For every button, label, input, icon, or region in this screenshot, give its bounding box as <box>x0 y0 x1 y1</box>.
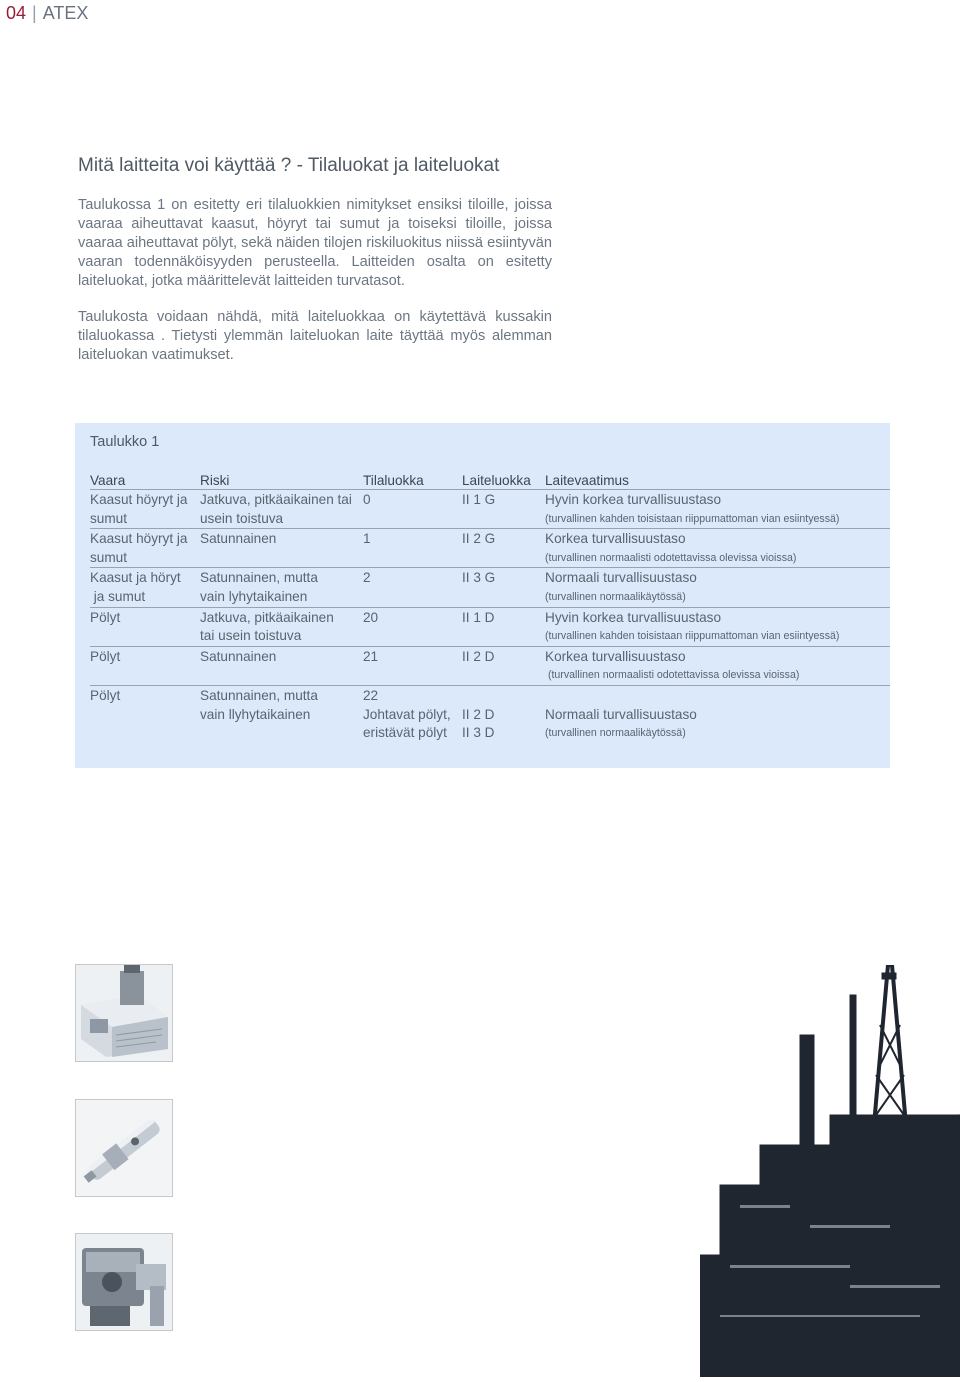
cell-laiteluokka: II 2 D <box>462 646 545 685</box>
cell-laiteluokka: II 1 D <box>462 607 545 646</box>
solenoid-valve-photo <box>75 964 173 1062</box>
valve-connector-photo <box>75 1233 173 1331</box>
table-row <box>90 529 890 568</box>
cell-line: Satunnainen, mutta <box>200 570 318 586</box>
requirement-text: Hyvin korkea turvallisuustaso <box>545 609 722 625</box>
cell-riski <box>200 568 363 607</box>
cell-line: vain lyhytaikainen <box>200 588 308 604</box>
table-row <box>90 568 890 607</box>
cell-vaara: Pölyt <box>90 646 200 685</box>
second-paragraph: Taulukosta voidaan nähdä, mitä laiteluokkaa on käytettävä kussakin tilaluokassa . Tietysti ylemmän laiteluokan laite täyttää myös alemman laiteluokan vaatimukset. <box>78 309 552 363</box>
cell-line: Jatkuva, pitkäaikainen tai <box>200 492 352 507</box>
header-vaara: Vaara <box>90 469 200 490</box>
cell-laitevaatimus <box>545 646 890 685</box>
cell-laitevaatimus <box>545 685 890 742</box>
cell-tilaluokka: 20 <box>363 607 462 646</box>
cell-tilaluokka: 1 <box>363 529 462 568</box>
cell-spacer <box>462 687 545 706</box>
cell-riski <box>200 490 363 529</box>
cell-line: ja sumut <box>90 588 146 604</box>
cell-vaara: Pölyt <box>90 607 200 646</box>
requirement-text: Korkea turvallisuustaso <box>545 648 686 664</box>
table-row <box>90 685 890 742</box>
header-separator: | <box>32 3 37 23</box>
cell-laitevaatimus <box>545 529 890 568</box>
cell-line: usein toistuva <box>200 510 284 526</box>
cell-tilaluokka: 2 <box>363 568 462 607</box>
cell-riski: Satunnainen <box>200 529 363 568</box>
header-laiteluokka: Laiteluokka <box>462 469 545 490</box>
cell-line: Johtavat pölyt, <box>363 706 451 722</box>
sensor-cylinder-photo <box>75 1099 173 1197</box>
page-number: 04 <box>6 3 27 23</box>
cell-line: eristävät pölyt <box>363 725 447 741</box>
cell-vaara <box>90 568 200 607</box>
requirement-note: (turvallinen normaalisti odotettavissa olevissa vioissa) <box>545 669 800 682</box>
cell-laiteluokka <box>462 685 545 742</box>
cell-riski: Satunnainen <box>200 646 363 685</box>
cell-riski <box>200 607 363 646</box>
table-header-row <box>90 469 890 490</box>
table-title: Taulukko 1 <box>90 434 160 450</box>
cell-line: 22 <box>363 687 379 703</box>
page-title: Mitä laitteita voi käyttää ? - Tilaluokat ja laiteluokat <box>78 155 500 176</box>
cell-laiteluokka: II 1 G <box>462 490 545 529</box>
cell-line: Kaasut höyryt ja <box>90 531 188 547</box>
cell-tilaluokka: 0 <box>363 490 462 529</box>
section-name: ATEX <box>42 3 89 23</box>
cell-vaara <box>90 529 200 568</box>
cell-line: Jatkuva, pitkäaikainen <box>200 609 334 625</box>
table-panel <box>75 423 890 768</box>
cell-laitevaatimus <box>545 490 890 529</box>
table-row <box>90 607 890 646</box>
table-row <box>90 646 890 685</box>
cell-vaara <box>90 490 200 529</box>
requirement-text: Normaali turvallisuustaso <box>545 570 697 586</box>
cell-line: Kaasut ja höryt <box>90 570 181 586</box>
cell-tilaluokka <box>363 685 462 742</box>
header-laitevaatimus: Laitevaatimus <box>545 469 890 490</box>
cell-line: Kaasut höyryt ja <box>90 492 188 507</box>
table-row <box>90 490 890 529</box>
cell-laiteluokka: II 2 G <box>462 529 545 568</box>
cell-line: tai usein toistuva <box>200 628 302 644</box>
requirement-note: (turvallinen normaalisti odotettavissa olevissa vioissa) <box>545 551 797 564</box>
requirement-text: Hyvin korkea turvallisuustaso <box>545 492 722 507</box>
requirement-text: Normaali turvallisuustaso <box>545 706 697 722</box>
cell-laitevaatimus <box>545 607 890 646</box>
cell-line: Satunnainen, mutta <box>200 687 318 703</box>
requirement-note: (turvallinen kahden toisistaan riippumattoman vian esiintyessä) <box>545 630 840 643</box>
cell-laiteluokka: II 3 G <box>462 568 545 607</box>
cell-riski <box>200 685 363 742</box>
requirement-text: Korkea turvallisuustaso <box>545 531 686 547</box>
cell-line: vain llyhytaikainen <box>200 706 311 722</box>
classification-table <box>90 469 890 743</box>
cell-vaara: Pölyt <box>90 687 121 703</box>
cell-tilaluokka: 21 <box>363 646 462 685</box>
offshore-oil-rig-silhouette <box>700 965 960 1377</box>
requirement-note: (turvallinen normaalikäytössä) <box>545 727 686 740</box>
cell-line: sumut <box>90 549 128 565</box>
requirement-note: (turvallinen kahden toisistaan riippumattoman vian esiintyessä) <box>545 512 840 525</box>
cell-line: II 3 D <box>462 725 495 741</box>
requirement-note: (turvallinen normaalikäytössä) <box>545 590 686 603</box>
cell-line: II 2 D <box>462 706 495 722</box>
cell-spacer <box>545 687 890 706</box>
cell-laitevaatimus <box>545 568 890 607</box>
header-tilaluokka: Tilaluokka <box>363 469 462 490</box>
cell-line: sumut <box>90 510 128 526</box>
header-riski: Riski <box>200 469 363 490</box>
page-header <box>6 3 88 24</box>
intro-paragraph: Taulukossa 1 on esitetty eri tilaluokkien nimitykset ensiksi tiloille, joissa vaaraa aiheuttavat kaasut, höyryt tai sumut ja toiseksi tiloille, joissa vaaraa aiheuttavat pölyt, sekä näiden tilojen riskiluokitus niissä esiintyvän vaaran todennäköisyyden perusteella. Laitteiden osalta on esitetty laiteluokat, jotka määrittelevät laitteiden turvatasot. <box>78 197 552 289</box>
